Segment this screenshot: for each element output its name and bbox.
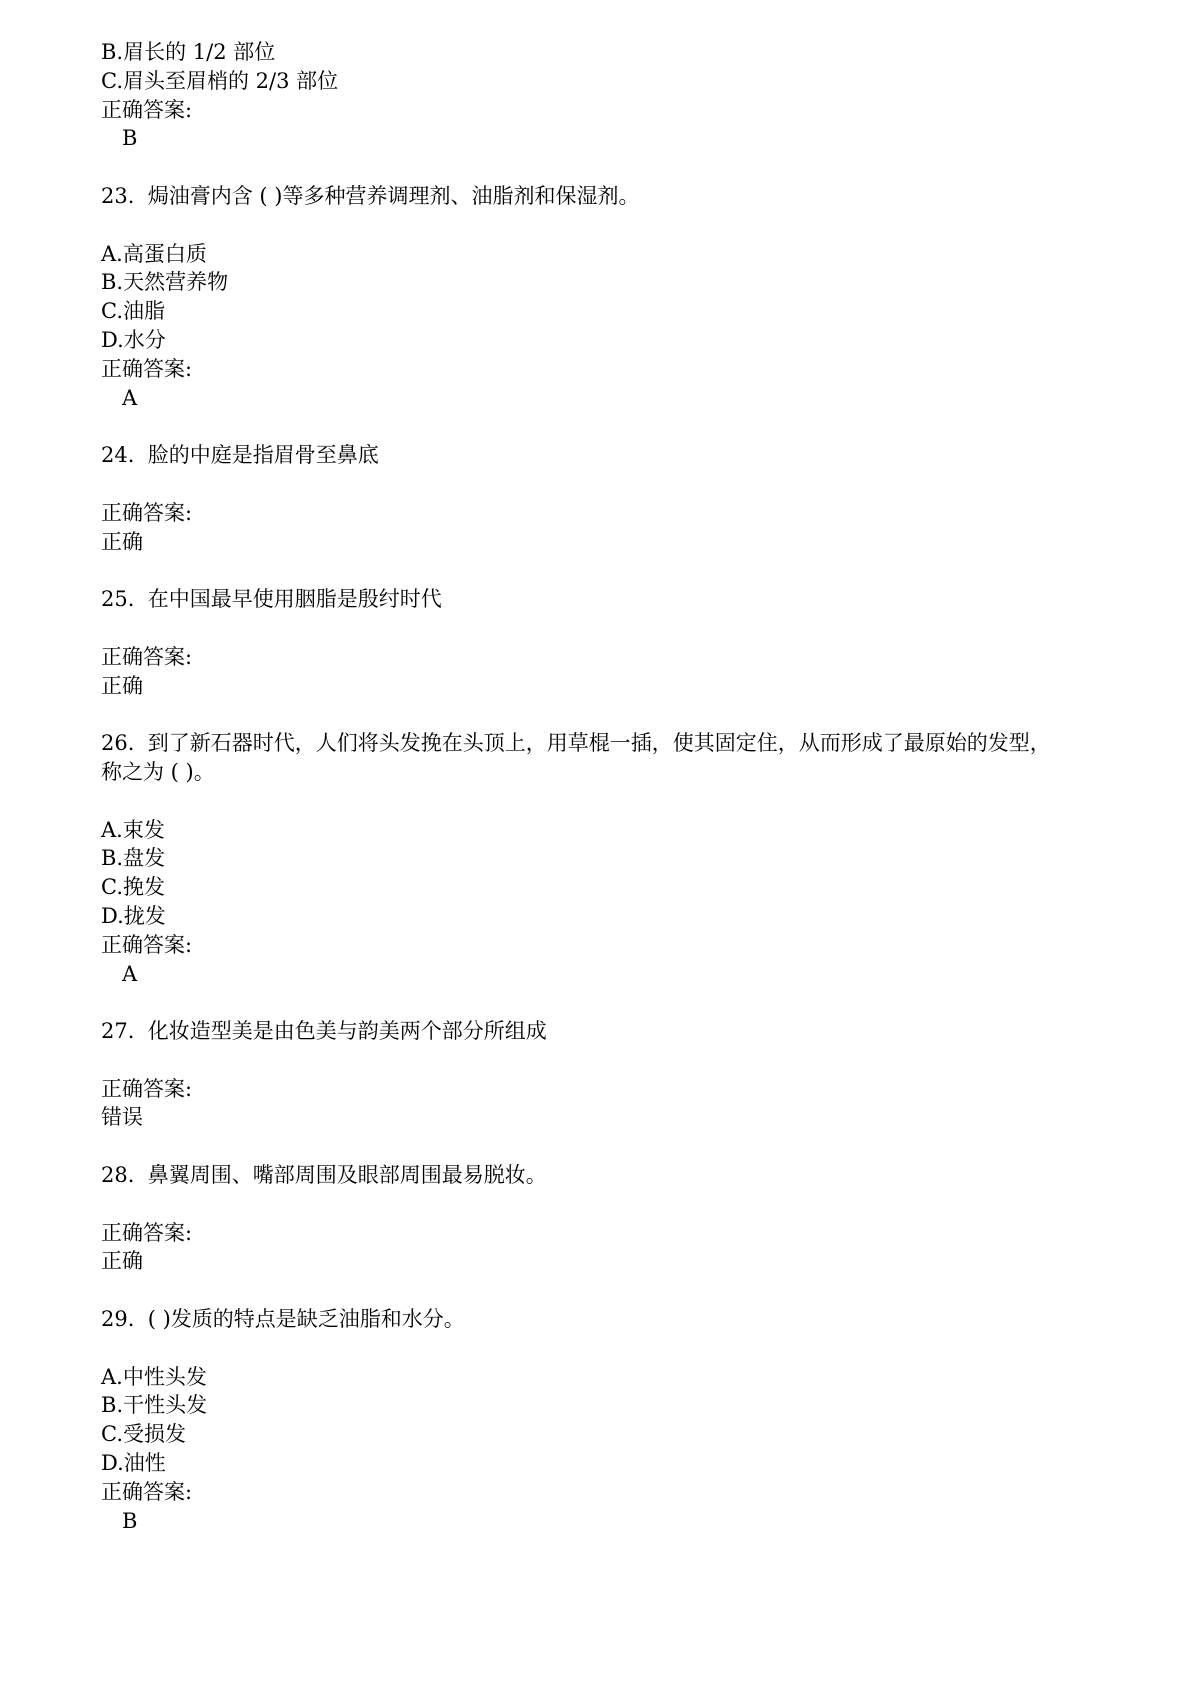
question-stem: 27. 化妆造型美是由色美与韵美两个部分所组成 <box>101 1019 547 1044</box>
answer-label: 正确答案: <box>101 644 193 669</box>
option-b: B.干性头发 <box>101 1393 208 1418</box>
answer-label: 正确答案: <box>101 1220 193 1245</box>
question-26 <box>101 729 1101 988</box>
question-stem: 23. 焗油膏内含 ( )等多种营养调理剂、油脂剂和保湿剂。 <box>101 183 640 208</box>
question-25 <box>101 585 1101 700</box>
answer-value: 错误 <box>101 1105 143 1130</box>
answer-value: B <box>122 1508 138 1533</box>
question-29 <box>101 1305 1101 1535</box>
answer-label: 正确答案: <box>101 932 193 957</box>
option-c: C.挽发 <box>101 875 165 900</box>
question-stem: 24. 脸的中庭是指眉骨至鼻底 <box>101 443 379 468</box>
option-a: A.束发 <box>101 817 165 842</box>
answer-value: B <box>122 126 138 151</box>
answer-value: 正确 <box>101 1249 143 1274</box>
answer-value: A <box>122 385 138 410</box>
question-stem-line-2: 称之为 ( )。 <box>101 759 215 784</box>
answer-value: 正确 <box>101 673 143 698</box>
question-23 <box>101 182 1101 412</box>
document-page <box>101 38 1101 1535</box>
option-a: A.高蛋白质 <box>101 241 207 266</box>
option-b: B.天然营养物 <box>101 270 229 295</box>
answer-value: 正确 <box>101 529 143 554</box>
answer-label: 正确答案: <box>101 500 193 525</box>
option-c: C.眉头至眉梢的 2/3 部位 <box>101 68 339 93</box>
question-stem-line-1: 26. 到了新石器时代，人们将头发挽在头顶上，用草棍一插，使其固定住，从而形成了最原始的发型， <box>101 731 1051 756</box>
answer-label: 正确答案: <box>101 356 193 381</box>
question-28 <box>101 1161 1101 1276</box>
option-d: D.水分 <box>101 327 166 352</box>
option-d: D.拢发 <box>101 903 166 928</box>
option-b: B.眉长的 1/2 部位 <box>101 40 276 64</box>
question-24 <box>101 441 1101 556</box>
answer-label: 正确答案: <box>101 97 193 122</box>
question-stem: 28. 鼻翼周围、嘴部周围及眼部周围最易脱妆。 <box>101 1163 547 1188</box>
question-stem: 25. 在中国最早使用胭脂是殷纣时代 <box>101 587 442 612</box>
answer-value: A <box>122 961 138 986</box>
question-22-continuation <box>101 38 1101 153</box>
option-c: C.油脂 <box>101 299 165 324</box>
option-d: D.油性 <box>101 1451 166 1476</box>
option-b: B.盘发 <box>101 846 166 871</box>
option-c: C.受损发 <box>101 1422 186 1447</box>
question-27 <box>101 1017 1101 1132</box>
option-a: A.中性头发 <box>101 1364 207 1389</box>
answer-label: 正确答案: <box>101 1076 193 1101</box>
answer-label: 正确答案: <box>101 1479 193 1504</box>
question-stem: 29. ( )发质的特点是缺乏油脂和水分。 <box>101 1307 465 1332</box>
